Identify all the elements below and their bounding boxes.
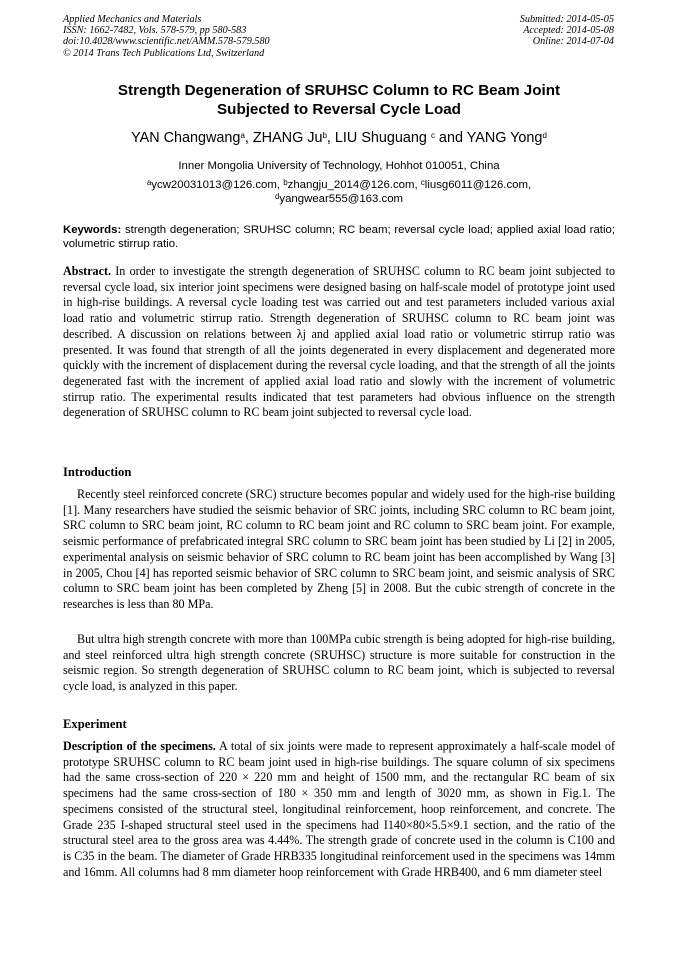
author-2: ZHANG Ju [252,130,323,146]
journal-issn: ISSN: 1662-7482, Vols. 578-579, pp 580-583 [63,25,247,37]
abstract-label: Abstract. [63,264,112,278]
journal-name: Applied Mechanics and Materials [63,14,202,25]
specimens-text: A total of six joints were made to represent approximately a half-scale model of prototype SRUHSC column to RC beam joint used in high-rise buildings. The square column of six specimens had the same cross-section of 220 × 220 mm and height of 1500 mm, and the rectangular RC beam of six specimens had the same cross-section of 180 × 350 mm and length of 3020 mm, as shown in Fig.1. The specimens consisted of the structural steel, longitudinal reinforcement, hoop reinforcement, and concrete. The Grade 235 I-shaped structural steel used in the specimens had I140×80×5.5×9.1 section, and the ratio of the structural steel area to the gross area was 4.44%. The strength grade of concrete used in the column is C100 and is C35 in the beam. The diameter of Grade HRB335 longitudinal reinforcement used in the specimens was 14mm and 16mm. All columns had 8 mm diameter hoop reinforcement with Grade HRB400, and 6 mm diameter steel [63,739,615,879]
author-and: and [434,130,467,146]
experiment-heading: Experiment [63,717,127,731]
email-2-mark: b [283,178,288,187]
publication-dates [520,14,614,48]
email-1[interactable]: ycw20031013@126.com, [151,179,284,191]
author-4: YANG Yong [466,130,543,146]
journal-doi: doi:10.4028/www.scientific.net/AMM.578-579.580 [63,36,270,48]
author-1-mark: a [240,131,245,140]
online-date: Online: 2014-07-04 [532,36,614,48]
affiliation: Inner Mongolia University of Technology, Hohhot 010051, China [178,160,500,172]
keywords [63,223,615,251]
title-line-1: Strength Degeneration of SRUHSC Column to RC Beam Joint [117,82,561,99]
author-separator: , [326,130,335,146]
keywords-text: strength degeneration; SRUHSC column; RC beam; reversal cycle load; applied axial load ratio; volumetric stirrup ratio. [63,224,615,251]
submitted-date: Submitted: 2014-05-05 [519,14,614,25]
author-separator: , [244,130,253,146]
journal-info [63,14,270,59]
author-4-mark: d [542,131,547,140]
title-line-2: Subjected to Reversal Cycle Load [217,101,461,118]
abstract [63,264,615,421]
email-4-mark: d [274,192,280,201]
author-2-mark: b [322,131,327,140]
author-3-mark: c [430,131,435,140]
introduction-paragraph-2: But ultra high strength concrete with more than 100MPa cubic strength is being adopted for high-rise building, and steel reinforced ultra high strength concrete (SRUHSC) structure is more suitable for construction in the seismic region. So strength degeneration of SRUHSC column to RC beam joint, which is subjected to reversal cycle load, is analyzed in this paper. [63,632,615,694]
specimens-subheading: Description of the specimens. [63,739,216,753]
experiment-paragraph [63,739,615,880]
author-1: YAN Changwang [131,130,241,146]
email-3-mark: c [420,178,425,187]
author-emails [63,178,615,206]
author-3: LIU Shuguang [334,130,427,146]
introduction-heading: Introduction [63,465,132,479]
email-4[interactable]: yangwear555@163.com [279,193,404,205]
email-2[interactable]: zhangju_2014@126.com, [287,179,421,191]
email-3[interactable]: liusg6011@126.com, [424,179,532,191]
journal-copyright: © 2014 Trans Tech Publications Ltd, Switzerland [63,47,265,59]
introduction-paragraph-1: Recently steel reinforced concrete (SRC) structure becomes popular and widely used for the high-rise building [1]. Many researchers have studied the seismic behavior of SRC joints, including SRC column to RC beam joint, SRC column to SRC beam joint, RC column to RC beam joint and RC column to SRC beam joint. For example, seismic performance of prefabricated integral SRC column to SRC beam joint has been studied by Li [2] in 2005, experimental analysis on seismic behavior of SRC column to RC beam joint has been accomplished by Wang [3] in 2005, Chou [4] has reported seismic behavior of SRC column to SRC beam joint, and seismic analysis of SRC column to SRC beam joint has been completed by Zheng [5] in 2008. But the cubic strength of concrete in the researches is less than 80 MPa. [63,487,615,611]
accepted-date: Accepted: 2014-05-08 [523,25,614,37]
author-list [63,129,615,147]
paper-title [63,81,615,119]
abstract-text: In order to investigate the strength degeneration of SRUHSC column to RC beam joint subjected to reversal cycle load, six interior joint specimens were designed basing on half-scale model of prototype joint used in high-rise buildings. A reversal cycle loading test was carried out and test parameters included various axial load ratio and volumetric stirrup ratio. Strength degeneration of SRUHSC column to RC beam joint was described. A discussion on relations between λj and applied axial load ratio or volumetric stirrup ratio was presented. It was found that strength of all the joints degenerated in every displacement and degenerated more quickly with the increment of displacement during the reversal cycle loading, and that the strength of all the joints degenerated fast with the increment of applied axial load ratio and slowly with the increment of volumetric stirrup ratio. The experimental results indicated that test parameters had obvious influence on the strength degeneration of SRUHSC column to RC beam joint subjected to reversal cycle load. [63,264,615,420]
keywords-label: Keywords: [63,224,122,236]
email-1-mark: a [146,178,152,187]
